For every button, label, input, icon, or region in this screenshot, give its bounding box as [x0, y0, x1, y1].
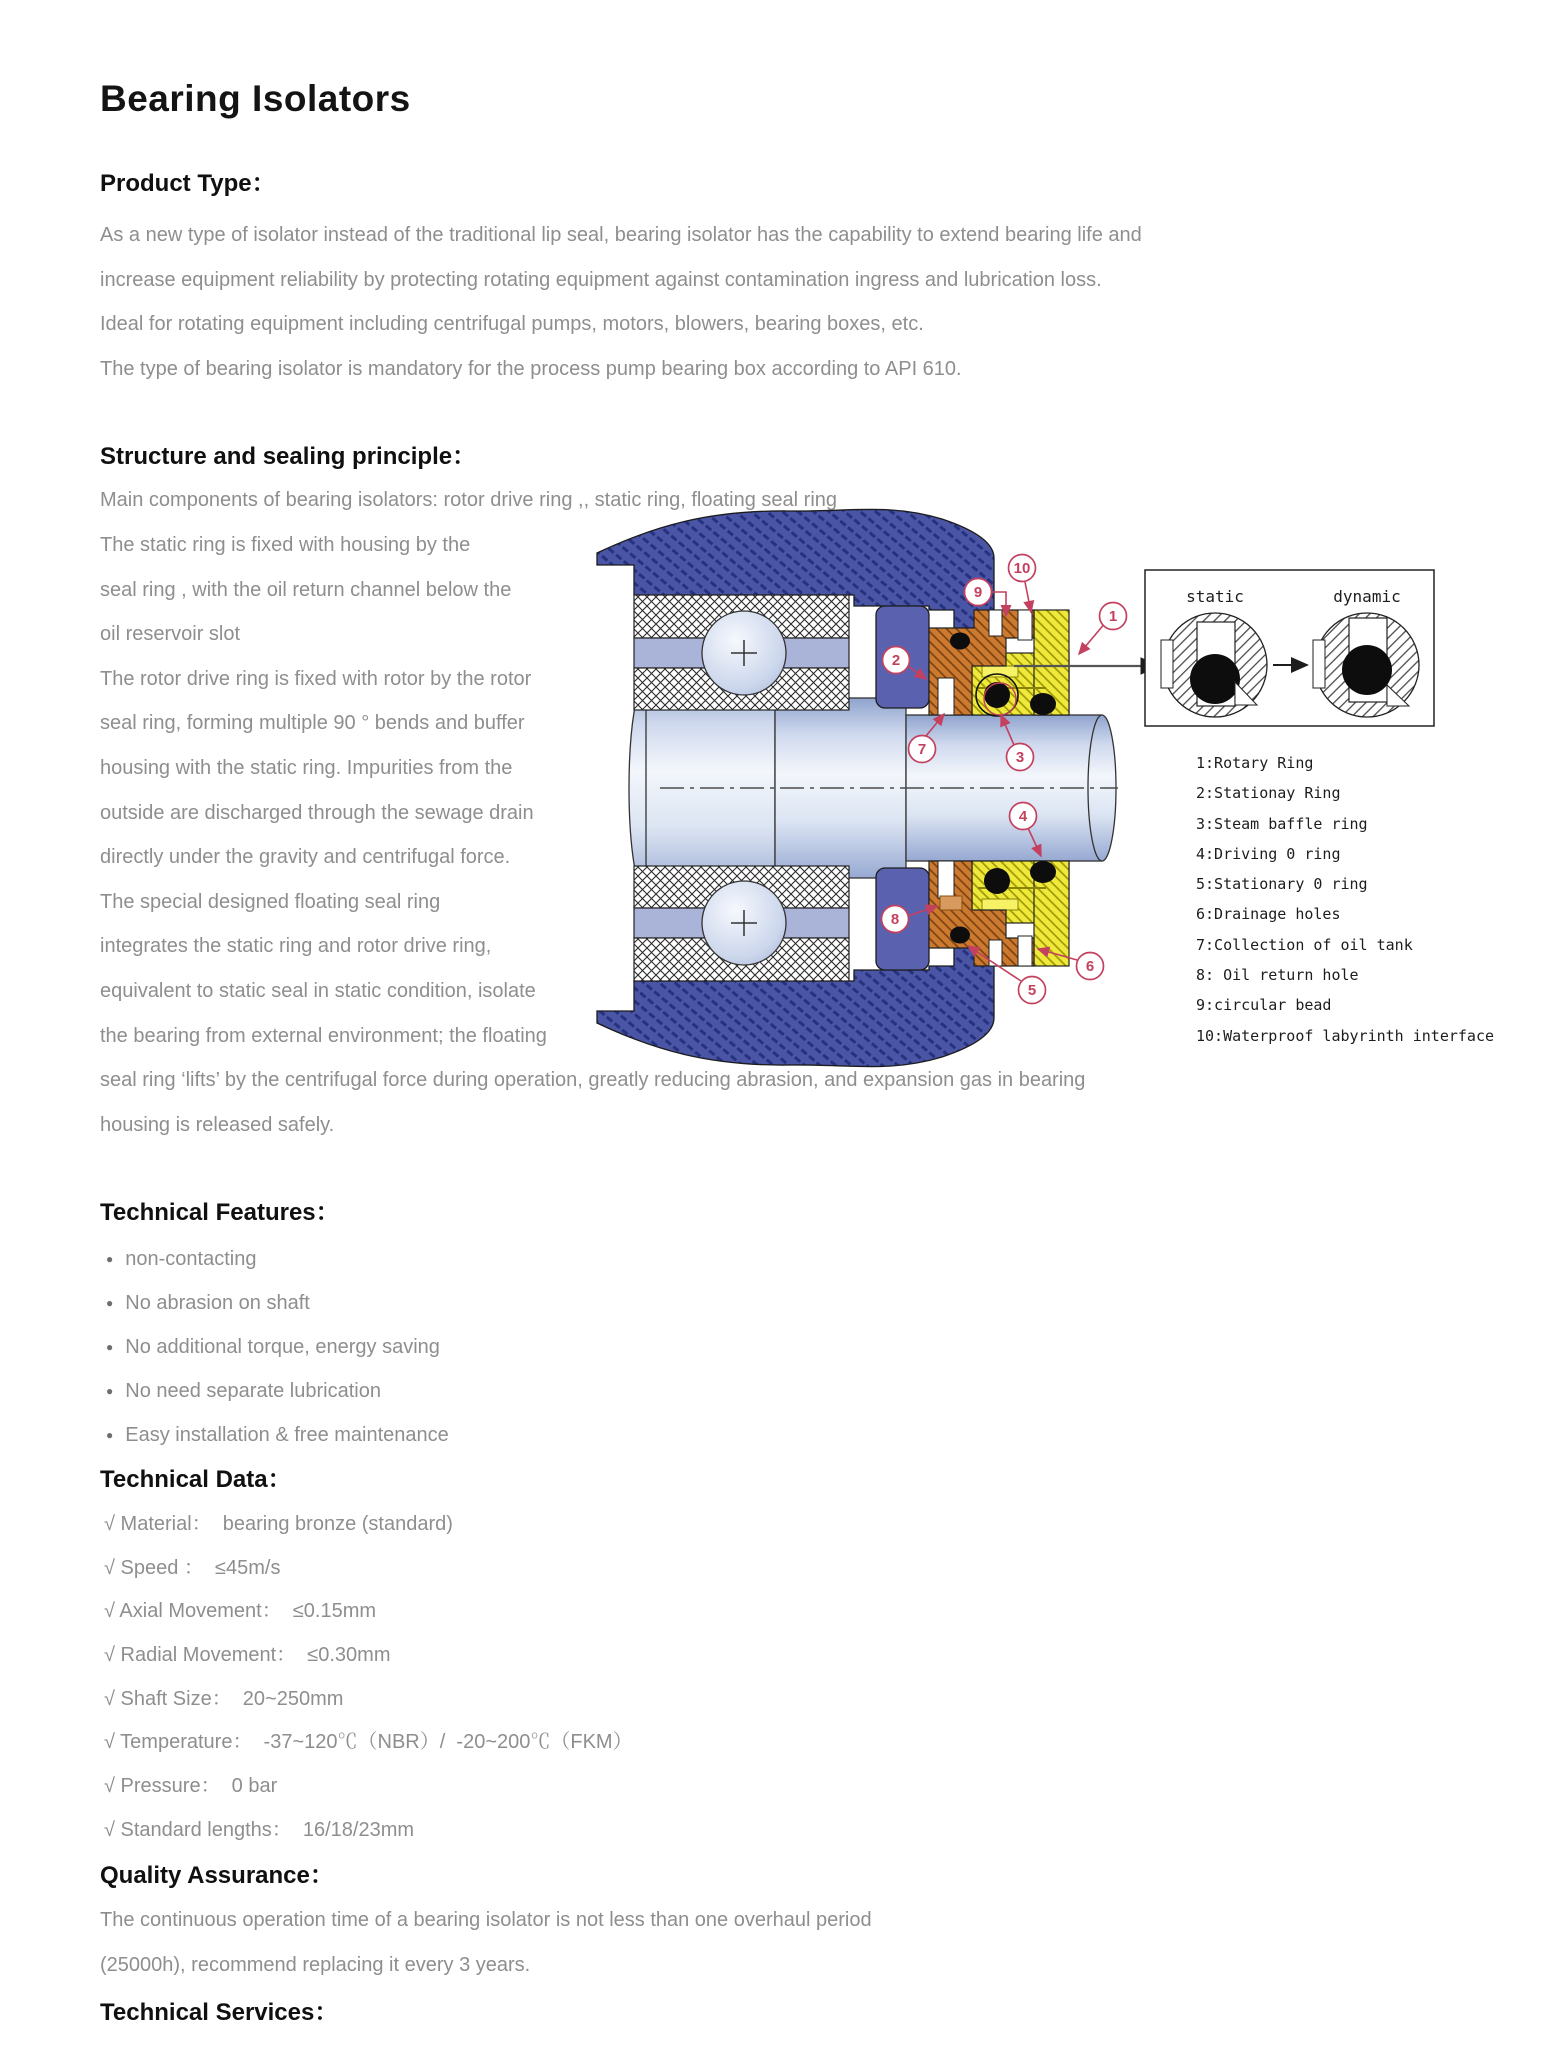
static-label: static [1186, 587, 1244, 606]
technical-data-item: √ Standard lengths： 16/18/23mm [104, 1818, 415, 1841]
callout-10 [1009, 555, 1036, 582]
paragraph-line: outside are discharged through the sewage drain [100, 801, 534, 824]
product-type-heading: Product Type： [100, 170, 276, 197]
legend-item: 10:Waterproof labyrinth interface [1196, 1026, 1495, 1045]
technical-data-item: √ Radial Movement： ≤0.30mm [104, 1644, 391, 1667]
paragraph-line: Ideal for rotating equipment including centrifugal pumps, motors, blowers, bearing boxes, etc. [100, 313, 924, 336]
callout-3 [1007, 744, 1034, 771]
oil-return-hole [940, 896, 962, 910]
svg-text:9: 9 [973, 584, 983, 601]
technical-data-item: √ Material： bearing bronze (standard) [104, 1513, 453, 1535]
svg-text:6: 6 [1085, 958, 1095, 975]
paragraph-line: As a new type of isolator instead of the traditional lip seal, bearing isolator has the capability to extend bearing life and [100, 224, 1142, 246]
quality-assurance-paragraph [100, 1898, 1500, 1988]
paragraph-line: oil reservoir slot [100, 623, 241, 646]
legend-item: 7:Collection of oil tank [1196, 935, 1413, 954]
o-ring-bead-top [950, 633, 970, 650]
legend-item: 9:circular bead [1196, 996, 1332, 1015]
feature-item: ● No need separate lubrication [106, 1369, 449, 1413]
technical-data-item: √ Temperature： -37~120℃（NBR）/ -20~200℃（FKM） [104, 1731, 633, 1754]
feature-item: ● No additional torque, energy saving [106, 1325, 449, 1369]
callout-1 [1100, 603, 1127, 630]
legend-item: 3:Steam baffle ring [1196, 814, 1368, 833]
paragraph-line: equivalent to static seal in static condition, isolate [100, 979, 536, 1002]
callout-5 [1019, 977, 1046, 1004]
callout-7 [909, 736, 936, 763]
technical-data-item: √ Pressure： 0 bar [104, 1775, 278, 1798]
technical-features-heading: Technical Features： [100, 1199, 340, 1226]
page-title: Bearing Isolators [100, 78, 411, 119]
structure-heading: Structure and sealing principle： [100, 443, 477, 470]
paragraph-line: integrates the static ring and rotor drive ring, [100, 935, 492, 958]
o-ring-driving-top [1030, 693, 1056, 715]
legend-item: 8: Oil return hole [1196, 966, 1359, 985]
legend-item: 5:Stationary 0 ring [1196, 875, 1368, 894]
oil-collection-slot [938, 678, 954, 715]
paragraph-line: The rotor drive ring is fixed with rotor by the rotor [100, 667, 532, 690]
technical-services-heading: Technical Services： [100, 1999, 339, 2026]
svg-text:7: 7 [917, 741, 927, 758]
o-ring-baffle-bottom [984, 868, 1010, 894]
paragraph-line: the bearing from external environment; the floating [100, 1024, 547, 1047]
paragraph-line: seal ring ‘lifts’ by the centrifugal force during operation, greatly reducing abrasion, and expansion gas in bearing [100, 1069, 1086, 1091]
quality-assurance-heading: Quality Assurance： [100, 1862, 334, 1889]
dynamic-label: dynamic [1333, 587, 1401, 606]
technical-data-heading: Technical Data： [100, 1466, 292, 1493]
svg-text:2: 2 [891, 652, 901, 669]
svg-text:5: 5 [1027, 982, 1037, 999]
paragraph-line: The static ring is fixed with housing by the [100, 534, 471, 556]
callout-4 [1010, 803, 1037, 830]
callout-9 [965, 579, 992, 606]
paragraph-line: The continuous operation time of a bearing isolator is not less than one overhaul period [100, 1909, 872, 1931]
paragraph-line: directly under the gravity and centrifugal force. [100, 846, 511, 869]
o-ring-baffle-top [984, 682, 1010, 708]
waterproof-labyrinth-slot [1018, 610, 1032, 640]
paragraph-line: Main components of bearing isolators: rotor drive ring ,, static ring, floating seal ring [100, 489, 838, 511]
o-ring-driving-bottom [1030, 861, 1056, 883]
feature-item: ● non-contacting [106, 1237, 449, 1281]
svg-text:3: 3 [1015, 749, 1025, 766]
legend-item: 4:Driving 0 ring [1196, 844, 1341, 863]
bearing-bottom [634, 866, 849, 981]
svg-text:10: 10 [1013, 560, 1031, 577]
legend-item: 2:Stationay Ring [1196, 784, 1341, 803]
inset-detail-box [1145, 570, 1434, 726]
callout-2 [883, 647, 910, 674]
svg-text:8: 8 [890, 911, 900, 928]
feature-item: ● Easy installation & free maintenance [106, 1413, 449, 1457]
circular-bead-slot [989, 610, 1002, 636]
o-ring-bead-bottom [950, 927, 970, 944]
legend-item: 6:Drainage holes [1196, 905, 1341, 924]
svg-text:4: 4 [1018, 808, 1028, 825]
drainage-hole-slot [1018, 936, 1032, 966]
bearing-isolator-diagram [494, 498, 1544, 1078]
callout-8 [882, 906, 909, 933]
paragraph-line: The type of bearing isolator is mandatory for the process pump bearing box according to API 610. [100, 357, 962, 380]
oil-return-slot [938, 861, 954, 898]
paragraph-line: housing is released safely. [100, 1113, 335, 1136]
legend-item: 1:Rotary Ring [1196, 754, 1314, 772]
callout-6 [1077, 953, 1104, 980]
technical-data-list [104, 1503, 633, 1853]
paragraph-line: seal ring, forming multiple 90 ° bends and buffer [100, 712, 525, 735]
paragraph-line: The special designed floating seal ring [100, 890, 441, 913]
paragraph-line: increase equipment reliability by protecting rotating equipment against contamination ingress and lubrication loss. [100, 268, 1102, 291]
technical-data-item: √ Axial Movement： ≤0.15mm [104, 1600, 377, 1623]
paragraph-line: (25000h), recommend replacing it every 3 years. [100, 1954, 531, 1976]
paragraph-line: seal ring , with the oil return channel below the [100, 578, 512, 601]
technical-data-item: √ Shaft Size： 20~250mm [104, 1687, 344, 1710]
diagram-legend [1196, 748, 1494, 1051]
svg-text:1: 1 [1108, 608, 1118, 625]
product-type-paragraph [100, 213, 1500, 391]
technical-data-item: √ Speed ： ≤45m/s [104, 1556, 281, 1579]
technical-features-list [106, 1237, 449, 1457]
bearing-top [634, 595, 849, 710]
paragraph-line: housing with the static ring. Impurities from the [100, 756, 513, 779]
feature-item: ● No abrasion on shaft [106, 1281, 449, 1325]
